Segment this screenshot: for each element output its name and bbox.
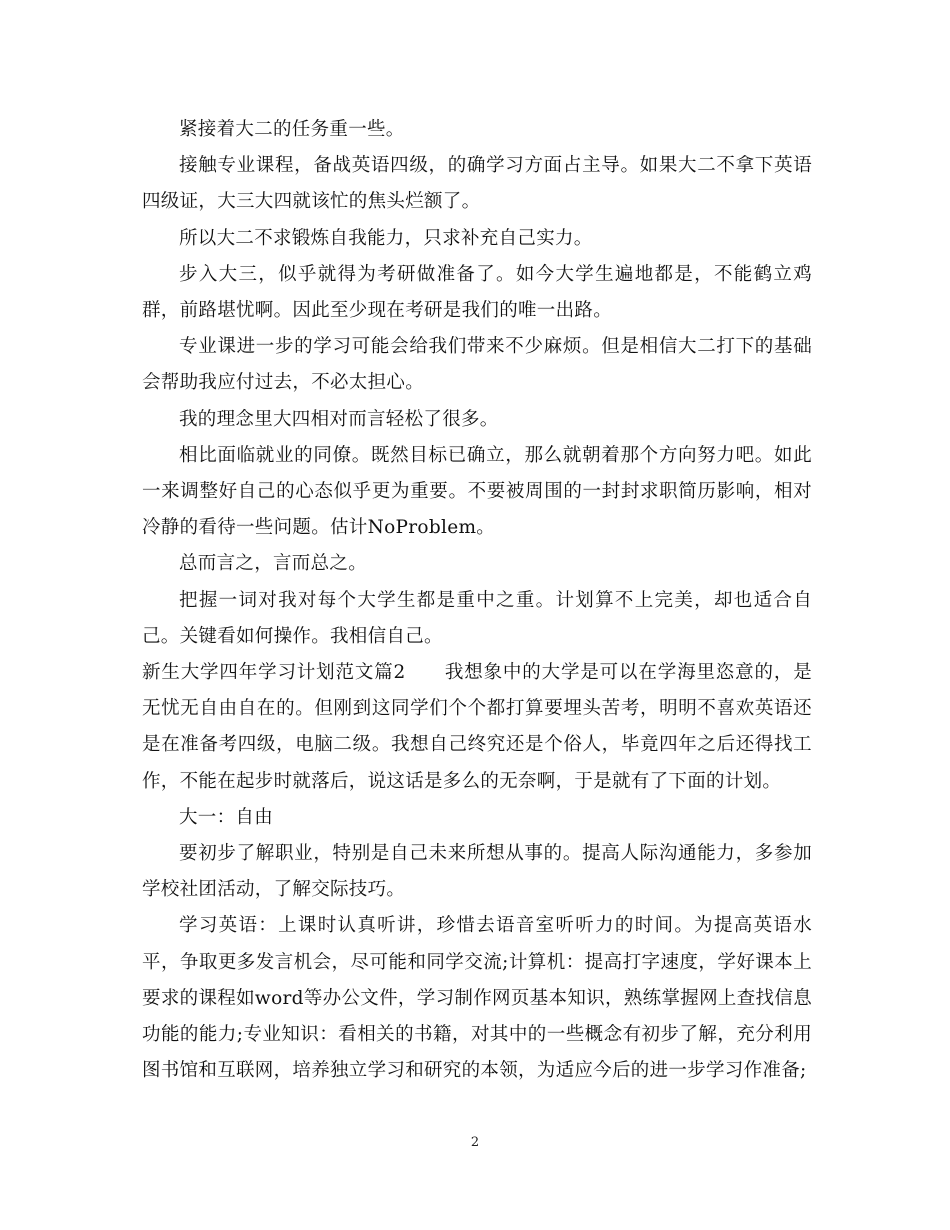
section-heading-paragraph: 新生大学四年学习计划范文篇2 我想象中的大学是可以在学海里恣意的，是无忧无自由自在的。但刚到这同学们个个都打算要埋头苦考，明明不喜欢英语还是在准备考四级，电脑二级。我想自己终究还是个俗人，毕竟四年之后还得找工作，不能在起步时就落后，说这话是多么的无奈啊，于是就有了下面的计划。 [142,662,812,792]
paragraph-13: 学习英语：上课时认真听讲，珍惜去语音室听听力的时间。为提高英语水平，争取更多发言机会，尽可能和同学交流;计算机：提高打字速度，学好课本上要求的课程如word等办公文件，学习制作网页基本知识，熟练掌握网上查找信息功能的能力;专业知识：看相关的书籍，对其中的一些概念有初步了解，充分利用图书馆和互联网，培养独立学习和研究的本领，为适应今后的进一步学习作准备; [142,915,812,1082]
page-number: 2 [470,1135,480,1150]
document-body [142,112,812,1089]
paragraph-1: 紧接着大二的任务重一些。 [179,119,405,140]
paragraph-6: 我的理念里大四相对而言轻松了很多。 [179,408,499,430]
paragraph-12: 要初步了解职业，特别是自己未来所想从事的。提高人际沟通能力，多参加学校社团活动，了解交际技巧。 [142,843,812,901]
paragraph-3: 所以大二不求锻炼自我能力，只求补充自己实力。 [179,227,593,249]
paragraph-2: 接触专业课程，备战英语四级，的确学习方面占主导。如果大二不拿下英语四级证，大三大四就该忙的焦头烂额了。 [142,155,812,213]
paragraph-4: 步入大三，似乎就得为考研做准备了。如今大学生遍地都是，不能鹤立鸡群，前路堪忧啊。因此至少现在考研是我们的唯一出路。 [142,263,812,322]
paragraph-8: 总而言之，言而总之。 [179,553,368,575]
paragraph-5: 专业课进一步的学习可能会给我们带来不少麻烦。但是相信大二打下的基础会帮助我应付过去，不必太担心。 [142,336,812,394]
paragraph-7: 相比面临就业的同僚。既然目标已确立，那么就朝着那个方向努力吧。如此一来调整好自己的心态似乎更为重要。不要被周围的一封封求职简历影响，相对冷静的看待一些问题。估计NoProblem。 [142,444,812,539]
paragraph-11: 大一：自由 [179,806,274,828]
paragraph-9: 把握一词对我对每个大学生都是重中之重。计划算不上完美，却也适合自己。关键看如何操作。我相信自己。 [142,589,812,647]
